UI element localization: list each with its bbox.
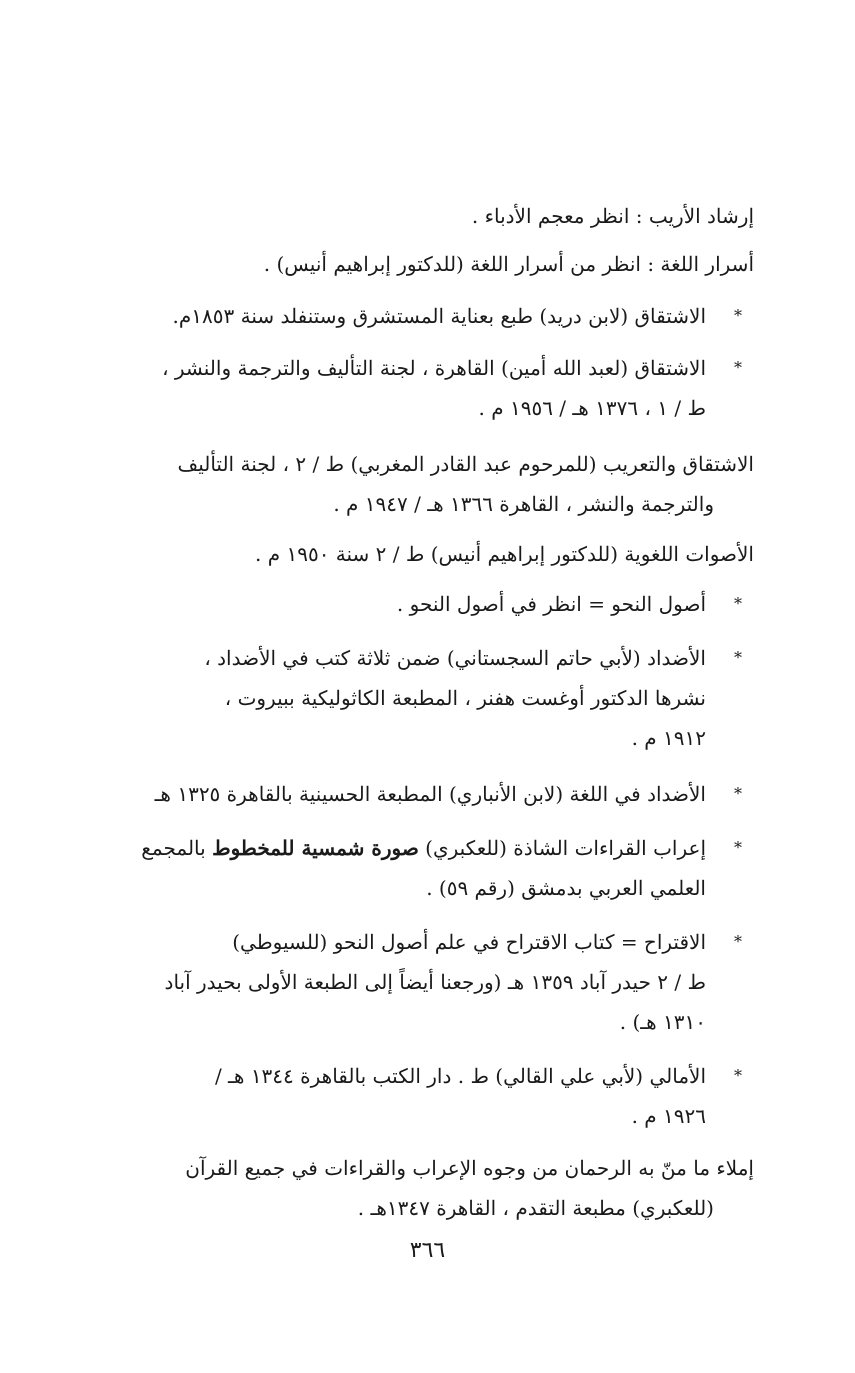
entry-imla-ma-manna	[78, 1148, 754, 1228]
entry-line: أسرار اللغة : انظر من أسرار اللغة (للدكتور إبراهيم أنيس) .	[263, 252, 754, 276]
entry-ishtiqaq-wa-tarib	[78, 444, 754, 524]
bibliography-list	[78, 196, 754, 1228]
entry-line: الأمالي (لأبي علي القالي) ط . دار الكتب بالقاهرة ١٣٤٤ هـ /	[214, 1064, 706, 1088]
entry-line: الاشتقاق (لعبد الله أمين) القاهرة ، لجنة التأليف والترجمة والنشر ،	[162, 356, 706, 380]
entry-line: إرشاد الأريب : انظر معجم الأدباء .	[471, 204, 754, 228]
entry-line: الأصوات اللغوية (للدكتور إبراهيم أنيس) ط / ٢ سنة ١٩٥٠ م .	[255, 542, 754, 566]
entry-aswat-lughawiyya	[78, 534, 754, 574]
entry-iqtirah	[78, 922, 754, 1042]
entry-line: الاشتقاق (لابن دريد) طبع بعناية المستشرق وستنفلد سنة ١٨٥٣م.	[172, 304, 706, 328]
entry-addad-anbari	[78, 774, 754, 814]
entry-usul-al-nahw	[78, 584, 754, 624]
entry-line: العلمي العربي بدمشق (رقم ٥٩) .	[426, 876, 706, 900]
asterisk-marker: *	[734, 594, 742, 613]
entry-line: ١٣١٠ هـ) .	[619, 1010, 706, 1034]
entry-addad-sijistani	[78, 638, 754, 758]
asterisk-marker: *	[734, 358, 742, 377]
asterisk-marker: *	[734, 648, 742, 667]
entry-line: نشرها الدكتور أوغست هفنر ، المطبعة الكاثوليكية ببيروت ،	[224, 686, 706, 710]
entry-line: ١٩٢٦ م .	[631, 1104, 706, 1128]
asterisk-marker: *	[734, 1066, 742, 1085]
entry-ishtiqaq-abdallah-amin	[78, 348, 754, 428]
asterisk-marker: *	[734, 306, 742, 325]
entry-line: (للعكبري) مطبعة التقدم ، القاهرة ١٣٤٧هـ .	[357, 1196, 714, 1220]
asterisk-marker: *	[734, 784, 742, 803]
entry-line: ط / ٢ حيدر آباد ١٣٥٩ هـ (ورجعنا أيضاً إلى الطبعة الأولى بحيدر آباد	[164, 970, 706, 994]
entry-asrar-al-lugha	[78, 244, 754, 284]
entry-line: الأضداد (لأبي حاتم السجستاني) ضمن ثلاثة كتب في الأضداد ،	[204, 646, 706, 670]
entry-line: الاشتقاق والتعريب (للمرحوم عبد القادر المغربي) ط / ٢ ، لجنة التأليف	[177, 452, 754, 476]
entry-line: والترجمة والنشر ، القاهرة ١٣٦٦ هـ / ١٩٤٧ م .	[333, 492, 714, 516]
asterisk-marker: *	[734, 932, 742, 951]
entry-line	[78, 828, 706, 868]
entry-line: ١٩١٢ م .	[631, 726, 706, 750]
entry-text: بالمجمع	[141, 836, 213, 860]
emphasized-text: صورة شمسية للمخطوط	[212, 836, 419, 860]
entry-line: إملاء ما منّ به الرحمان من وجوه الإعراب والقراءات في جميع القرآن	[185, 1156, 754, 1180]
entry-irshad-al-arib	[78, 196, 754, 236]
entry-line: أصول النحو = انظر في أصول النحو .	[396, 592, 706, 616]
page-number: ٣٦٦	[409, 1238, 446, 1263]
entry-line: الاقتراح = كتاب الاقتراح في علم أصول النحو (للسيوطي)	[232, 930, 706, 954]
entry-line: الأضداد في اللغة (لابن الأنباري) المطبعة الحسينية بالقاهرة ١٣٢٥ هـ	[154, 782, 706, 806]
entry-irab-al-qiraat	[78, 828, 754, 908]
entry-text: إعراب القراءات الشاذة (للعكبري)	[418, 836, 706, 860]
entry-ishtiqaq-ibn-durayd	[78, 296, 754, 336]
entry-line: ط / ١ ، ١٣٧٦ هـ / ١٩٥٦ م .	[478, 396, 706, 420]
entry-amali-qali	[78, 1056, 754, 1136]
asterisk-marker: *	[734, 838, 742, 857]
